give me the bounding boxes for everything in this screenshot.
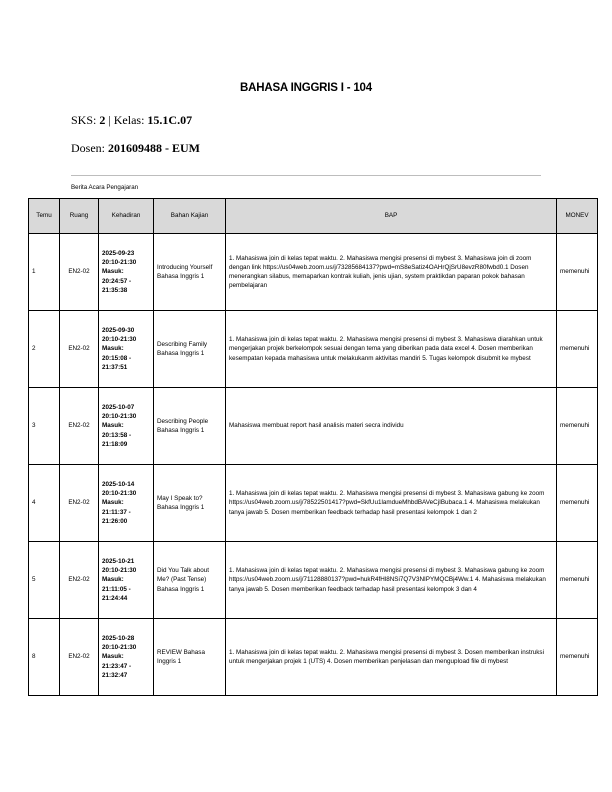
header-kehadiran: Kehadiran — [99, 199, 154, 234]
cell-monev: memenuhi — [557, 234, 598, 311]
cell-monev: memenuhi — [557, 619, 598, 696]
cell-bap: Mahasiswa membuat report hasil analisis materi secra individu — [226, 388, 557, 465]
header-ruang: Ruang — [60, 199, 99, 234]
cell-kehadiran: 2025-09-30 20:10-21:30 Masuk: 20:15:08 - 21:37:51 — [99, 311, 154, 388]
table-row — [29, 311, 598, 388]
cell-bap: 1. Mahasiswa join di kelas tepat waktu. 2. Mahasiswa mengisi presensi di mybest 3. Mahasiswa join di zoom dengan link https://us04web.zoom.us/j/73285684137?pwd=mS8eSatiz4OAHrQjSrU8evzR80fwbd0.1 Dosen menerangkan silabus, memaparkan kontrak kuliah, jenis ujian, system praktikdan paparan pokok bahasan pembelajaran — [226, 234, 557, 311]
cell-bahan-kajian: REVIEW Bahasa Inggris 1 — [154, 619, 226, 696]
cell-bahan-kajian: Describing People Bahasa Inggris 1 — [154, 388, 226, 465]
cell-kehadiran: 2025-10-14 20:10-21:30 Masuk: 21:11:37 - 21:26:00 — [99, 465, 154, 542]
cell-ruang: EN2-02 — [60, 388, 99, 465]
course-meta — [71, 113, 192, 128]
cell-temu: 5 — [29, 542, 60, 619]
dosen-label: Dosen: — [71, 141, 105, 155]
table-row — [29, 388, 598, 465]
table-caption: Berita Acara Pengajaran — [71, 184, 139, 191]
cell-temu: 4 — [29, 465, 60, 542]
sks-label: SKS: — [71, 113, 97, 127]
table-row — [29, 542, 598, 619]
sks-value: 2 — [99, 113, 106, 127]
cell-kehadiran: 2025-09-23 20:10-21:30 Masuk: 20:24:57 - 21:35:38 — [99, 234, 154, 311]
cell-ruang: EN2-02 — [60, 465, 99, 542]
kelas-label: | Kelas: — [108, 113, 145, 127]
table-row — [29, 465, 598, 542]
document-title: BAHASA INGGRIS I - 104 — [240, 82, 372, 94]
cell-bahan-kajian: May I Speak to? Bahasa Inggris 1 — [154, 465, 226, 542]
table-row — [29, 234, 598, 311]
cell-monev: memenuhi — [557, 388, 598, 465]
divider — [71, 175, 541, 176]
header-bahan-kajian: Bahan Kajian — [154, 199, 226, 234]
lecturer-meta — [71, 141, 200, 156]
header-bap: BAP — [226, 199, 557, 234]
cell-ruang: EN2-02 — [60, 311, 99, 388]
cell-temu: 1 — [29, 234, 60, 311]
cell-monev: memenuhi — [557, 542, 598, 619]
cell-temu: 3 — [29, 388, 60, 465]
cell-ruang: EN2-02 — [60, 619, 99, 696]
table-row — [29, 619, 598, 696]
cell-bap: 1. Mahasiswa join di kelas tepat waktu. 2. Mahasiswa mengisi presensi di mybest 3. Mahasiswa gabung ke zoom https://us04web.zoom.us/j/78522501417?pwd=SkfUu1lamdueMhbdBAVeCjIBubaca.1 4. Mahasiswa melakukan tanya jawab 5. Dosen memberikan feedback terhadap hasil presentasi kelompok 1 dan 2 — [226, 465, 557, 542]
cell-bahan-kajian: Introducing Yourself Bahasa Inggris 1 — [154, 234, 226, 311]
cell-temu: 8 — [29, 619, 60, 696]
cell-monev: memenuhi — [557, 465, 598, 542]
cell-bap: 1. Mahasiswa join di kelas tepat waktu. 2. Mahasiswa mengisi presensi di mybest 3. Mahasiswa diarahkan untuk mengerjakan projek berkelompok sesuai dengan tema yang diberikan pada data excel 4. Dosen memberikan kesempatan kepada mahasiswa untuk melakukanm aktivitas mandiri 5. Tugas kelompok disubmit ke mybest — [226, 311, 557, 388]
header-temu: Temu — [29, 199, 60, 234]
cell-temu: 2 — [29, 311, 60, 388]
kelas-value: 15.1C.07 — [147, 113, 193, 127]
cell-monev: memenuhi — [557, 311, 598, 388]
cell-bap: 1. Mahasiswa join di kelas tepat waktu. 2. Mahasiswa mengisi presensi di mybest 3. Mahasiswa gabung ke zoom https://us04web.zoom.us/j/71128880137?pwd=hukR4fHl8NSi7Q7V3NIPYMQCBj4Ww.1 4. Mahasiswa melakukan tanya jawab 5. Dosen memberikan feedback terhadap hasil presentasi kelompok 3 dan 4 — [226, 542, 557, 619]
header-monev: MONEV — [557, 199, 598, 234]
teaching-report-table — [28, 198, 598, 696]
cell-kehadiran: 2025-10-28 20:10-21:30 Masuk: 21:23:47 - 21:32:47 — [99, 619, 154, 696]
cell-ruang: EN2-02 — [60, 542, 99, 619]
cell-ruang: EN2-02 — [60, 234, 99, 311]
cell-bahan-kajian: Did You Talk about Me? (Past Tense) Bahasa Inggris 1 — [154, 542, 226, 619]
table-header-row — [29, 199, 598, 234]
cell-kehadiran: 2025-10-07 20:10-21:30 Masuk: 20:13:58 - 21:18:09 — [99, 388, 154, 465]
cell-bap: 1. Mahasiswa join di kelas tepat waktu. 2. Mahasiswa mengisi presensi di mybest 3. Dosen memberikan instruksi untuk mengerjakan projek 1 (UTS) 4. Dosen memberikan penjelasan dan mengupload file di mybest — [226, 619, 557, 696]
cell-bahan-kajian: Describing Family Bahasa Inggris 1 — [154, 311, 226, 388]
dosen-value: 201609488 - EUM — [108, 141, 200, 155]
cell-kehadiran: 2025-10-21 20:10-21:30 Masuk: 21:11:05 - 21:24:44 — [99, 542, 154, 619]
